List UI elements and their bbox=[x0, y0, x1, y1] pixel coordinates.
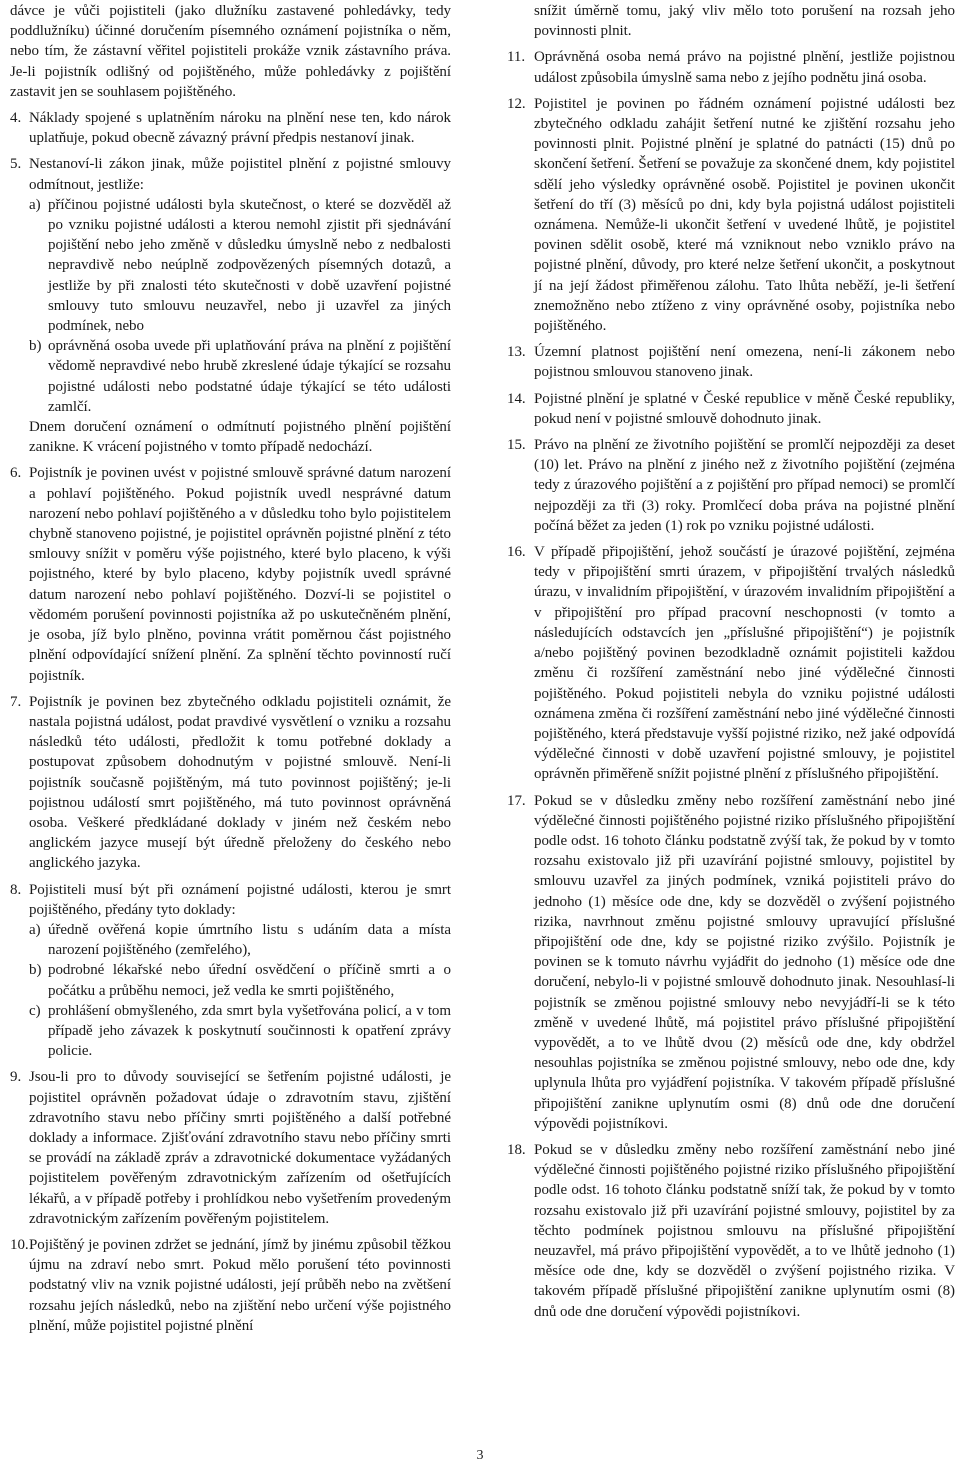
intro-paragraph: dávce je vůči pojistiteli (jako dlužníku zastavené pohledávky, tedy poddlužníku) účinné doručením písemného oznámení pojistníka o něm, nebo tím, že zástavní věřitel pojistiteli prokáže vznik zástavního práva. Je-li pojistník odlišný od pojištěného, může pohledávky z pojištění zastavit jen se souhlasem pojištěného. bbox=[10, 3, 451, 100]
clause-13 bbox=[507, 342, 955, 382]
clause-text: Pojistné plnění je splatné v České republice v měně České republiky, pokud není v pojistné smlouvě dohodnuto jinak. bbox=[534, 390, 955, 427]
clause-9 bbox=[10, 1067, 451, 1229]
subclause-a bbox=[29, 920, 451, 960]
clause-10-continuation: snížit úměrně tomu, jaký vliv mělo toto porušení na rozsah jeho povinnosti plnit. bbox=[534, 3, 955, 40]
clause-text: Nestanoví-li zákon jinak, může pojistitel plnění z pojistné smlouvy odmítnout, jestliže: bbox=[29, 156, 451, 193]
clause-closing-text: Dnem doručení oznámení o odmítnutí pojistného plnění pojištění zanikne. K vrácení pojistného v tomto případě nedochází. bbox=[29, 419, 451, 456]
clause-17 bbox=[507, 791, 955, 1134]
clause-number: 15. bbox=[507, 437, 526, 454]
left-column bbox=[10, 1, 451, 1342]
subclause-b bbox=[29, 960, 451, 1000]
clause-number: 10. bbox=[10, 1236, 29, 1253]
clause-text: Pojištěný je povinen zdržet se jednání, jímž by jinému způsobil těžkou újmu na zdraví nebo smrt. Pokud mělo porušení této povinnosti podstatný vliv na vznik pojistné události, její průběh nebo na zvětšení rozsahu jejích následků, nebo na zjištění nebo určení výše pojistného plnění, může pojistitel pojistné plnění bbox=[29, 1236, 451, 1334]
clause-12 bbox=[507, 94, 955, 336]
clause-15 bbox=[507, 435, 955, 536]
clause-number: 16. bbox=[507, 544, 526, 561]
clause-number: 5. bbox=[10, 156, 22, 173]
clause-number: 7. bbox=[10, 693, 22, 710]
subclause-label: a) bbox=[29, 921, 41, 938]
subclause-text: podrobné lékařské nebo úřední osvědčení o příčině smrti a o počátku a průběhu nemoci, jež vedla ke smrti pojištěného, bbox=[48, 962, 451, 999]
clause-text: Oprávněná osoba nemá právo na pojistné plnění, jestliže pojistnou událost způsobila úmyslně sama nebo z jejího podnětu jiná osoba. bbox=[534, 49, 955, 86]
subclause-text: prohlášení obmyšleného, zda smrt byla vyšetřována policí, a v tom případě jeho závazek k poskytnutí součinnosti k opatření zprávy policie. bbox=[48, 1002, 451, 1060]
subclause-label: a) bbox=[29, 196, 41, 213]
clause-8 bbox=[10, 880, 451, 1062]
clause-number: 11. bbox=[507, 49, 526, 66]
subclause-c bbox=[29, 1001, 451, 1062]
clause-4 bbox=[10, 108, 451, 148]
clause-text: Pokud se v důsledku změny nebo rozšíření zaměstnání nebo jiné výdělečné činnosti pojištěného pojistné riziko příslušného připojištění podle odst. 16 tohoto článku podstatně sníží tak, že pokud by v tomto rozsahu existovalo již při uzavírání pojistné smlouvy, pojistitel by za těchto podmínek pojistnou smlouvu na příslušné připojištění neuzavřel, má právo připojištění vypovědět, a to ve lhůtě jednoho (1) měsíce ode dne, kdy se dozvěděl o zvýšení pojistného rizika. V takovém případě příslušné připojištění zanikne uplynutím osmi (8) dnů ode dne doručení výpovědi pojistníkovi. bbox=[534, 1141, 955, 1320]
clause-number: 4. bbox=[10, 110, 22, 127]
clause-number: 17. bbox=[507, 792, 526, 809]
subclause-text: úředně ověřená kopie úmrtního listu s udáním data a místa narození pojištěného (zemřelého), bbox=[48, 921, 451, 959]
clause-text: Jsou-li pro to důvody související se šetřením pojistné události, je pojistitel oprávněn požadovat údaje o zdravotním stavu, zjištění zdravotního stavu nebo příčiny smrti pojištěného a další potřebné doklady a informace. Zjišťování zdravotního stavu nebo příčiny smrti se provádí na základě zpráv a zdravotnické dokumentace vyžádaných pojistitelem pověřeným zdravotnickým zařízením od ošetřujících lékařů, a v případě potřeby i prohlídkou nebo vyšetřením provedeným zdravotnickým zařízením pověřeným pojistitelem. bbox=[29, 1069, 451, 1227]
clause-5 bbox=[10, 154, 451, 457]
clause-text: Územní platnost pojištění není omezena, není-li zákonem nebo pojistnou smlouvou stanoveno jinak. bbox=[534, 344, 955, 381]
clause-text: V případě připojištění, jehož součástí je úrazové pojištění, zejména tedy v připojištění smrti úrazem, v připojištění trvalých následků úrazu, v invalidním připojištění, v úrazovém invalidním připojištění a v připojištění pro případ pracovní neschopnosti (v tomto a následujících odstavcích jen „příslušné připojištění“) je pojistník a/nebo pojištěný povinen bezodkladně oznámit pojistiteli každou změnu či rozšíření zaměstnání nebo jiné výdělečné činnosti pojištěného. Pokud pojistiteli nebyla do vzniku pojistné události oznámena změna či rozšíření zaměstnání nebo jiné výdělečné činnosti pojištěného, která představuje vyšší pojistné riziko, než jaké odpovídá výdělečné činnosti v době uzavření pojistné smlouvy, je pojistitel oprávněn přiměřeně snížit pojistné plnění z příslušného připojištění. bbox=[534, 544, 955, 783]
clause-number: 14. bbox=[507, 390, 526, 407]
right-column bbox=[507, 1, 955, 1328]
subclause-text: příčinou pojistné události byla skutečnost, o které se dozvěděl až po vzniku pojistné události a kterou nemohl zjistit při sjednávání pojištění nebo jeho změně v důsledku úmyslně nebo z nedbalosti nepravdivě nebo neúplně zodpovězených písemných dotazů, a jestliže by při znalosti této skutečnosti v době uzavření pojistné smlouvy tuto smlouvu neuzavřel, nebo ji uzavřel za jiných podmínek, nebo bbox=[48, 196, 451, 335]
clause-6 bbox=[10, 463, 451, 685]
page-number: 3 bbox=[476, 1448, 484, 1463]
clause-text: Pojistník je povinen bez zbytečného odkladu pojistiteli oznámit, že nastala pojistná událost, podat pravdivé vysvětlení o vzniku a rozsahu následků této události, předložit k tomu potřebné doklady a postupovat způsobem dohodnutým v pojistné smlouvě. Není-li pojistník současně pojištěným, má tuto povinnost pojištěný; je-li pojistnou událostí smrt pojištěného, má tuto povinnost oprávněná osoba. Veškeré předkládané doklady v jiném než českém nebo anglickém jazyce musejí být úředně přeloženy do českého nebo anglického jazyka. bbox=[29, 693, 451, 872]
subclause-label: b) bbox=[29, 962, 42, 979]
clause-text: Právo na plnění ze životního pojištění se promlčí nejpozději za deset (10) let. Právo na plnění z jiného než z životního pojištění (zejména tedy z úrazového pojištění a z pojištění pro případ nemoci) se promlčí nejpozději za tři (3) roky. Promlčecí doba práva na pojistné plnění počíná běžet za jeden (1) rok po vzniku pojistné události. bbox=[534, 437, 955, 534]
clause-text: Pokud se v důsledku změny nebo rozšíření zaměstnání nebo jiné výdělečné činnosti pojištěného pojistné riziko příslušného připojištění podle odst. 16 tohoto článku podstatně zvýší tak, že pokud by v tomto rozsahu existovalo již při uzavírání pojistné smlouvy, pojistitel by smlouvu uzavřel za jiných podmínek, vzniká pojistiteli právo do jednoho (1) měsíce ode dne, kdy se dozvěděl o zvýšení pojistného rizika, navrhnout změnu pojistné smlouvy upravující příslušné připojištění ode dne, kdy se pojistné riziko zvýšilo. Pojistník je povinen se k tomuto návrhu vyjádřit do jednoho (1) měsíce ode dne doručení, nebylo-li v pojistné smlouvě dohodnuto jinak. Nesouhlasí-li pojistník se změnou pojistné smlouvy nebo nevyjádří-li se k této změně v uvedené lhůtě, má pojistitel právo příslušné připojištění vypovědět, a to ve lhůtě dvou (2) měsíců ode dne, kdy obdržel nesouhlas pojistníka se změnou pojistné smlouvy, nebo ode dne, kdy uplynula lhůta pro vyjádření pojistníka. V takovém případě příslušné připojištění zanikne uplynutím osmi (8) dnů ode dne doručení výpovědi pojistníkovi. bbox=[534, 792, 955, 1132]
subclause-text: oprávněná osoba uvede při uplatňování práva na plnění z pojištění vědomě nepravdivé nebo hrubě zkreslené údaje týkající se rozsahu pojistné události nebo podstatné údaje týkající se této události zamlčí. bbox=[48, 338, 451, 415]
subclause-b bbox=[29, 336, 451, 417]
clause-number: 9. bbox=[10, 1069, 22, 1086]
subclause-label: c) bbox=[29, 1002, 41, 1019]
clause-text: Náklady spojené s uplatněním nároku na plnění nese ten, kdo nárok uplatňuje, pokud obecně závazný právní předpis nestanoví jinak. bbox=[29, 110, 451, 147]
clause-number: 8. bbox=[10, 881, 22, 898]
subclause-label: b) bbox=[29, 338, 42, 355]
clause-16 bbox=[507, 542, 955, 784]
clause-number: 18. bbox=[507, 1141, 526, 1158]
clause-11 bbox=[507, 47, 955, 87]
clause-text: Pojistník je povinen uvést v pojistné smlouvě správné datum narození a pohlaví pojištěného. Pokud pojistník uvedl nesprávné datum narození nebo pohlaví pojištěného a v důsledku toho bylo pojistitelem chybně stanoveno pojistné, je pojistitel oprávněn pojistné plnění z této smlouvy snížit v poměru výše pojistného, které bylo placeno, k výši pojistného, které by bylo placeno, kdyby pojistník uvedl správné datum narození nebo pohlaví pojištěného. Dozví-li se pojistitel o vědomém porušení povinnosti pojistníka až po uskutečněném plnění, je osoba, jíž bylo plněno, povinna vrátit poměrnou část pojistného plnění odpovídající snížení plnění. Za splnění těchto povinností ručí pojistník. bbox=[29, 465, 451, 684]
clause-7 bbox=[10, 692, 451, 874]
clause-number: 13. bbox=[507, 344, 526, 361]
subclause-a bbox=[29, 195, 451, 336]
clause-number: 12. bbox=[507, 95, 526, 112]
clause-10 bbox=[10, 1235, 451, 1336]
clause-number: 6. bbox=[10, 465, 22, 482]
clause-18 bbox=[507, 1140, 955, 1322]
clause-text: Pojistiteli musí být při oznámení pojistné události, kterou je smrt pojištěného, předány tyto doklady: bbox=[29, 881, 451, 918]
clause-text: Pojistitel je povinen po řádném oznámení pojistné události bez zbytečného odkladu zahájit šetření nutné ke zjištění rozsahu jeho povinnosti plnit. Pojistné plnění je splatné do patnácti (15) dnů po skončení šetření. Šetření se považuje za skončené dnem, kdy pojistitel sdělí jeho výsledky oprávněné osobě. Pojistitel je povinen ukončit šetření do tří (3) měsíců po dni, kdy byla pojistná událost pojistiteli oznámena. Nemůže-li ukončit šetření v uvedené lhůtě, je pojistitel povinen sdělit osobě, které má vzniknout nebo vzniklo právo na pojistné plnění, důvody, pro které nelze šetření ukončit, a poskytnout jí na její žádost přiměřenou zálohu. Tato lhůta neběží, je-li šetření znemožněno nebo ztíženo z viny oprávněné osoby, pojistníka nebo pojištěného. bbox=[534, 95, 955, 335]
clause-14 bbox=[507, 389, 955, 429]
